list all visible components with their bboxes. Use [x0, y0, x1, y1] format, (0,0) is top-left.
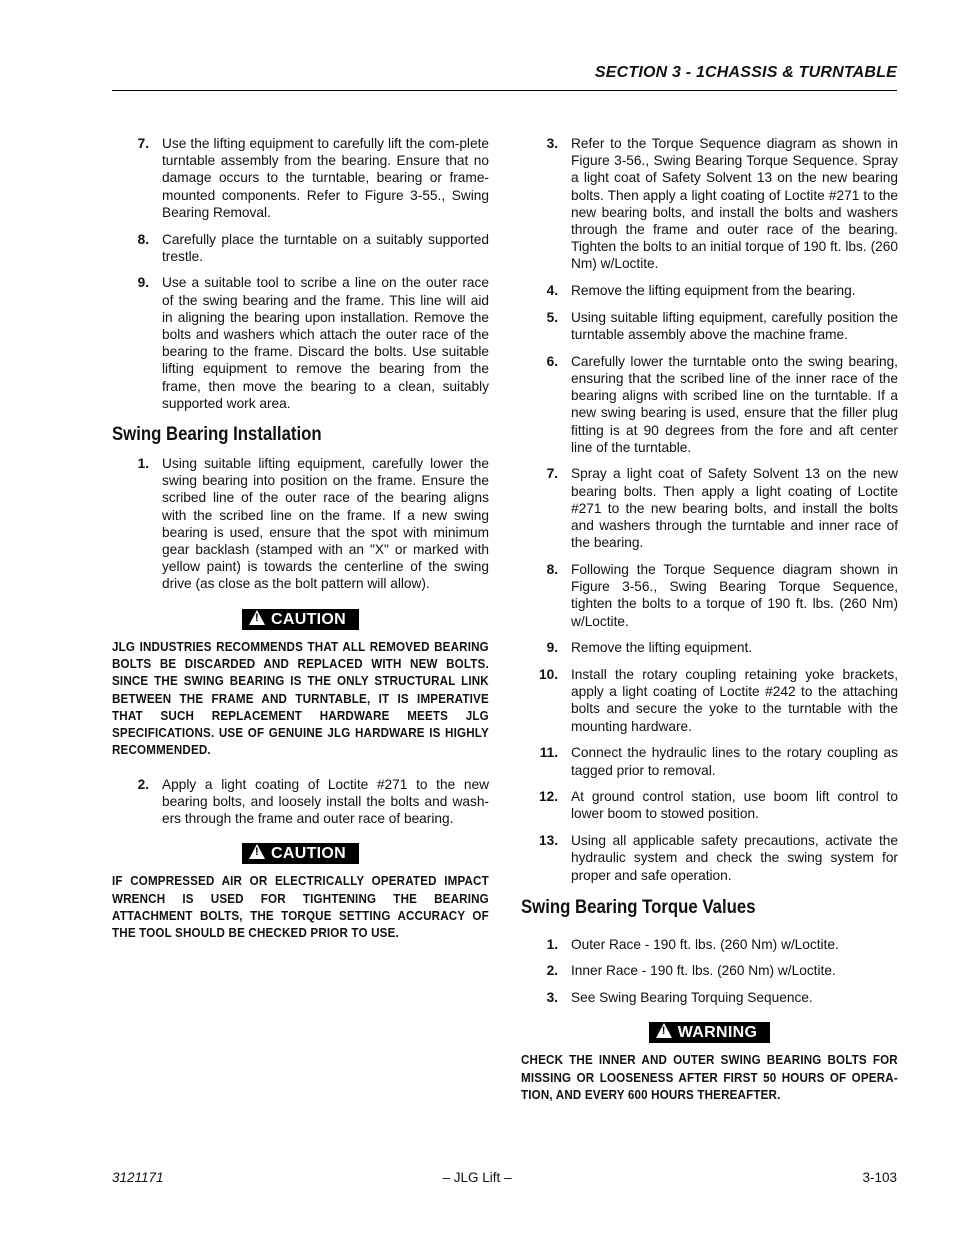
caution-banner-2-wrap: [112, 843, 489, 864]
caution-label: CAUTION: [271, 610, 346, 628]
installation-heading: Swing Bearing Installation: [112, 423, 322, 446]
removal-step-8: [112, 231, 489, 265]
install-step-1: [112, 455, 489, 593]
step-number: 1.: [137, 456, 149, 472]
step-number: 1.: [546, 936, 558, 952]
footer-publisher: – JLG Lift –: [442, 1170, 512, 1185]
caution-banner: [242, 843, 359, 864]
warning-triangle-icon: [249, 844, 265, 859]
warning-triangle-icon: [656, 1023, 672, 1038]
step-number: 12.: [538, 789, 558, 805]
caution-label: CAUTION: [271, 845, 346, 863]
step-number: 3.: [546, 990, 558, 1006]
torque-step-1: [521, 936, 898, 953]
footer-doc-number: 3121171: [112, 1170, 164, 1185]
install-step-7: [521, 465, 898, 551]
step-number: 9.: [546, 640, 558, 656]
step-number: 10.: [538, 666, 558, 682]
step-number: 8.: [137, 231, 149, 247]
step-text: Use a suitable tool to scribe a line on the outer race of the swing bearing and the frame. This line will aid in aligning the bearing upon installation. Remove the bolts and washers which attach the outer race of the bearing to the frame. Discard the bolts. Use suitable lifting equipment to remove the bearing from the frame, then move the bearing to a clean, suitably supported work area.: [162, 275, 489, 411]
torque-step-2: [521, 962, 898, 979]
step-number: 2.: [546, 963, 558, 979]
install-step-3: [521, 135, 898, 273]
install-step-5: [521, 309, 898, 343]
install-step-4: [521, 282, 898, 299]
footer-page-number: 3-103: [862, 1170, 897, 1185]
step-text: Apply a light coating of Loctite #271 to the new bearing bolts, and loosely install the bolts and wash-ers through the frame and outer race of bearing.: [162, 776, 489, 827]
install-step-9: [521, 639, 898, 656]
step-number: 5.: [546, 309, 558, 325]
install-step-13: [521, 832, 898, 884]
step-text: Carefully place the turntable on a suitably supported trestle.: [162, 231, 489, 264]
caution-banner-1-wrap: [112, 609, 489, 630]
step-text: Refer to the Torque Sequence diagram as shown in Figure 3-56., Swing Bearing Torque Sequence. Spray a light coat of Safety Solvent 13 on the new bearing bolts. Then apply a light coating of Loctite #271 to the new bearing bolts, and install the bolts and washers through the frame and outer race of the bearing. Tighten the bolts to an initial torque of 190 ft. lbs. (260 Nm) w/Loctite.: [571, 136, 898, 272]
section-header-title: SECTION 3 - 1CHASSIS & TURNTABLE: [594, 64, 897, 81]
step-number: 9.: [137, 275, 149, 291]
install-step-8: [521, 561, 898, 630]
step-text: Using suitable lifting equipment, carefully lower the swing bearing into position on the frame. Ensure the scribed line of the outer race of the bearing aligns with the scribed line on the frame. If a new swing bearing is used, ensure that the spot with minimum gear backlash (stamped with an "X" or marked with yellow paint) is towards the centerline of the swing drive (as close as the bolt pattern will allow).: [162, 456, 489, 592]
step-number: 3.: [546, 136, 558, 151]
warning-banner: [649, 1022, 770, 1043]
step-number: 13.: [538, 833, 558, 849]
install-step-11: [521, 744, 898, 778]
step-text: Carefully lower the turntable onto the swing bearing, ensuring that the scribed line of the inner race of the bearing aligns with scribed line on the turntable. If a new swing bearing is used, ensure that the filler plug fitting is at 90 degrees from the fore and aft center line of the turntable.: [571, 353, 898, 455]
step-text: See Swing Bearing Torquing Sequence.: [571, 990, 813, 1006]
removal-step-9: [112, 274, 489, 412]
step-number: 6.: [546, 353, 558, 369]
step-text: Inner Race - 190 ft. lbs. (260 Nm) w/Loctite.: [571, 963, 836, 979]
header-rule: [112, 90, 897, 91]
install-step-10: [521, 666, 898, 735]
step-number: 4.: [546, 283, 558, 299]
step-text: Outer Race - 190 ft. lbs. (260 Nm) w/Loctite.: [571, 936, 839, 952]
caution-banner: [242, 609, 359, 630]
install-step-2: [112, 776, 489, 828]
step-text: Following the Torque Sequence diagram shown in Figure 3-56., Swing Bearing Torque Sequence, tighten the bolts to a torque of 190 ft. lbs. (260 Nm) w/Loctite.: [571, 561, 898, 629]
step-text: Using all applicable safety precautions, activate the hydraulic system and check the swing system for proper and safe operation.: [571, 833, 898, 883]
step-text: At ground control station, use boom lift control to lower boom to stowed position.: [571, 789, 898, 822]
install-step-12: [521, 788, 898, 822]
warning-triangle-icon: [249, 610, 265, 625]
step-number: 11.: [539, 745, 558, 761]
step-text: Connect the hydraulic lines to the rotary coupling as tagged prior to removal.: [571, 745, 898, 778]
torque-values-heading: Swing Bearing Torque Values: [521, 895, 756, 918]
warning-banner-wrap: [521, 1022, 898, 1043]
caution-text-2: IF COMPRESSED AIR OR ELECTRICALLY OPERATED IMPACT WRENCH IS USED FOR TIGHTENING THE BEARING ATTACHMENT BOLTS, THE TORQUE SETTING ACCURACY OF THE TOOL SHOULD BE CHECKED PRIOR TO USE.: [112, 873, 489, 941]
step-text: Spray a light coat of Safety Solvent 13 on the new bearing bolts. Then apply a light coating of Loctite #271 to the new bearing bolts, and install the bolts and washers through the turntable and inner race of the bearing.: [571, 466, 898, 551]
install-step-6: [521, 353, 898, 456]
step-text: Remove the lifting equipment.: [571, 640, 753, 656]
left-column: [112, 135, 489, 942]
step-text: Remove the lifting equipment from the bearing.: [571, 283, 856, 299]
step-number: 8.: [546, 561, 558, 577]
step-number: 2.: [137, 776, 149, 792]
step-number: 7.: [137, 136, 149, 151]
torque-step-3: [521, 989, 898, 1006]
warning-text: CHECK THE INNER AND OUTER SWING BEARING BOLTS FOR MISSING OR LOOSENESS AFTER FIRST 50 HOURS OF OPERA-TION, AND EVERY 600 HOURS THEREAFTER.: [521, 1052, 898, 1102]
right-column: [521, 135, 898, 1103]
removal-step-7: [112, 135, 489, 221]
step-text: Using suitable lifting equipment, carefully position the turntable assembly above the machine frame.: [571, 309, 898, 343]
warning-label: WARNING: [677, 1024, 758, 1042]
step-text: Use the lifting equipment to carefully lift the com-plete turntable assembly from the bearing. Ensure that no damage occurs to the turntable, bearing or frame-mounted components. Refer to Figure 3-55., Swing Bearing Removal.: [162, 136, 489, 220]
caution-text-1: JLG INDUSTRIES RECOMMENDS THAT ALL REMOVED BEARING BOLTS BE DISCARDED AND REPLACED WITH NEW BOLTS. SINCE THE SWING BEARING IS THE ONLY STRUCTURAL LINK BETWEEN THE FRAME AND TURNTABLE, IT IS IMPERATIVE THAT SUCH REPLACEMENT HARDWARE MEETS JLG SPECIFICATIONS. USE OF GENUINE JLG HARDWARE IS HIGHLY RECOMMENDED.: [112, 638, 489, 758]
step-text: Install the rotary coupling retaining yoke brackets, apply a light coating of Loctite #242 to the attaching bolts and secure the yoke to the turntable with the mounting hardware.: [571, 666, 898, 734]
step-number: 7.: [546, 466, 558, 482]
